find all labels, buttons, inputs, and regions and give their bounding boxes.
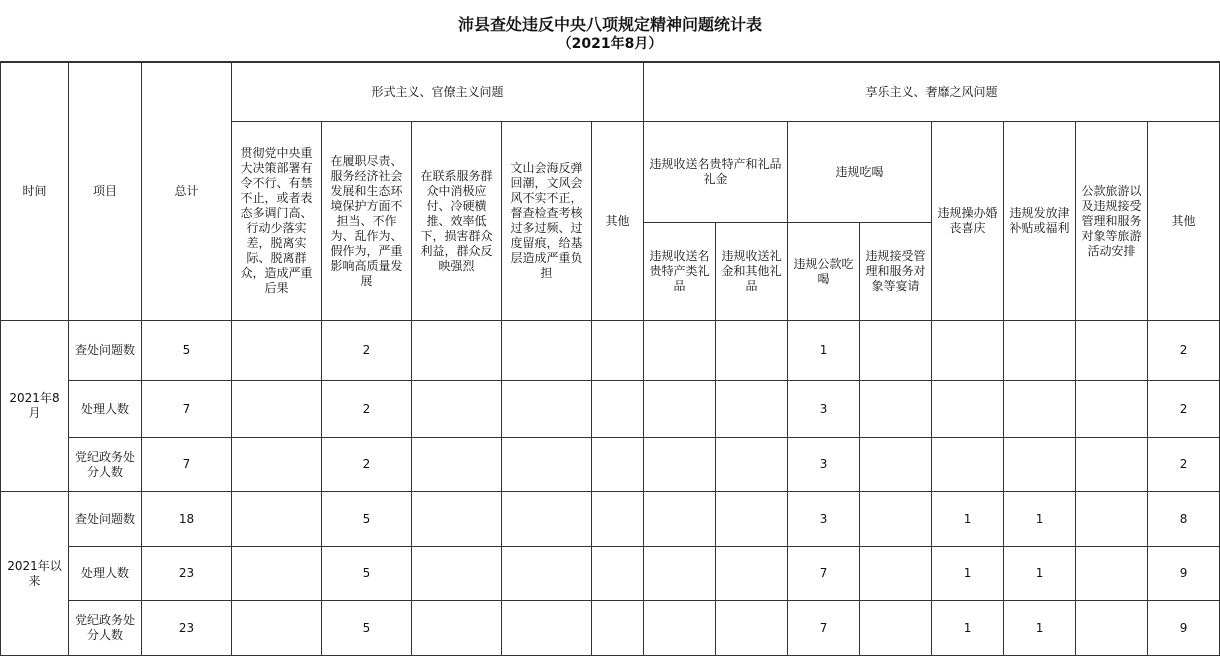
cell-g1: [644, 547, 716, 601]
cell-wedding: 1: [932, 601, 1004, 656]
header-formalism-group: 形式主义、官僚主义问题: [232, 63, 644, 122]
header-dining-group: 违规吃喝: [788, 122, 932, 223]
cell-g2: [716, 438, 788, 492]
cell-f1: [232, 381, 322, 438]
header-formalism-decision: 贯彻党中央重大决策部署有令不行、有禁不止，或者表态多调门高、行动少落实差，脱离实际、脱离群众，造成严重后果: [232, 122, 322, 321]
header-formalism-other: 其他: [592, 122, 644, 321]
cell-total: 23: [142, 547, 232, 601]
cell-subsidy: 1: [1004, 601, 1076, 656]
cell-f5: [592, 381, 644, 438]
cell-subsidy: 1: [1004, 492, 1076, 547]
cell-f2: 2: [322, 321, 412, 381]
cell-d1: 3: [788, 381, 860, 438]
cell-subsidy: [1004, 381, 1076, 438]
cell-f5: [592, 321, 644, 381]
cell-f5: [592, 601, 644, 656]
row-label: 党纪政务处分人数: [69, 601, 142, 656]
header-gift-group: 违规收送名贵特产和礼品礼金: [644, 122, 788, 223]
header-gift-specialty: 违规收送名贵特产类礼品: [644, 223, 716, 321]
header-hedonism-group: 享乐主义、奢靡之风问题: [644, 63, 1220, 122]
cell-d2: [860, 438, 932, 492]
table-title: 沛县查处违反中央八项规定精神问题统计表: [457, 15, 762, 34]
cell-d2: [860, 547, 932, 601]
header-formalism-meetings: 文山会海反弹回潮，文风会风不实不正，督查检查考核过多过频、过度留痕，给基层造成严重负担: [502, 122, 592, 321]
table-row: [1, 547, 1220, 601]
cell-f1: [232, 547, 322, 601]
row-label: 党纪政务处分人数: [69, 438, 142, 492]
table-row: [1, 492, 1220, 547]
row-label: 查处问题数: [69, 321, 142, 381]
cell-f2: 2: [322, 381, 412, 438]
cell-f1: [232, 321, 322, 381]
cell-f1: [232, 438, 322, 492]
cell-g2: [716, 321, 788, 381]
cell-f3: [412, 547, 502, 601]
cell-f2: 5: [322, 547, 412, 601]
cell-wedding: [932, 321, 1004, 381]
cell-other: 8: [1148, 492, 1220, 547]
header-formalism-duty: 在履职尽责、服务经济社会发展和生态环境保护方面不担当、不作为、乱作为、假作为，严重影响高质量发展: [322, 122, 412, 321]
header-wedding: 违规操办婚丧喜庆: [932, 122, 1004, 321]
table-row: [1, 321, 1220, 381]
cell-subsidy: [1004, 321, 1076, 381]
header-item: 项目: [69, 63, 142, 321]
header-subsidy: 违规发放津补贴或福利: [1004, 122, 1076, 321]
cell-f3: [412, 321, 502, 381]
cell-travel: [1076, 438, 1148, 492]
table-row: [1, 381, 1220, 438]
cell-f3: [412, 601, 502, 656]
cell-g1: [644, 321, 716, 381]
cell-g1: [644, 381, 716, 438]
cell-subsidy: [1004, 438, 1076, 492]
cell-total: 7: [142, 381, 232, 438]
cell-g1: [644, 438, 716, 492]
cell-d1: 3: [788, 438, 860, 492]
cell-f4: [502, 492, 592, 547]
cell-other: 2: [1148, 438, 1220, 492]
cell-g1: [644, 601, 716, 656]
cell-f1: [232, 492, 322, 547]
table-row: [1, 601, 1220, 656]
cell-travel: [1076, 601, 1148, 656]
header-hedonism-other: 其他: [1148, 122, 1220, 321]
cell-g2: [716, 601, 788, 656]
title-block: [0, 0, 1220, 62]
cell-total: 23: [142, 601, 232, 656]
cell-g2: [716, 492, 788, 547]
cell-f4: [502, 601, 592, 656]
cell-f1: [232, 601, 322, 656]
header-dining-public: 违规公款吃喝: [788, 223, 860, 321]
cell-total: 5: [142, 321, 232, 381]
cell-f5: [592, 492, 644, 547]
cell-d1: 1: [788, 321, 860, 381]
period-cell: 2021年以来: [1, 492, 69, 656]
cell-subsidy: 1: [1004, 547, 1076, 601]
cell-travel: [1076, 492, 1148, 547]
table-subtitle: （2021年8月）: [557, 36, 663, 52]
period-cell: 2021年8月: [1, 321, 69, 492]
row-label: 处理人数: [69, 547, 142, 601]
cell-d1: 3: [788, 492, 860, 547]
cell-other: 2: [1148, 321, 1220, 381]
cell-f5: [592, 547, 644, 601]
cell-wedding: [932, 381, 1004, 438]
cell-f3: [412, 381, 502, 438]
header-formalism-service: 在联系服务群众中消极应付、冷硬横推、效率低下，损害群众利益，群众反映强烈: [412, 122, 502, 321]
row-label: 查处问题数: [69, 492, 142, 547]
header-travel: 公款旅游以及违规接受管理和服务对象等旅游活动安排: [1076, 122, 1148, 321]
cell-f2: 5: [322, 492, 412, 547]
cell-other: 9: [1148, 547, 1220, 601]
cell-g2: [716, 381, 788, 438]
header-dining-banquet: 违规接受管理和服务对象等宴请: [860, 223, 932, 321]
cell-wedding: 1: [932, 492, 1004, 547]
cell-f2: 5: [322, 601, 412, 656]
cell-d2: [860, 601, 932, 656]
header-total: 总计: [142, 63, 232, 321]
statistics-table: [0, 62, 1220, 656]
header-time: 时间: [1, 63, 69, 321]
cell-d2: [860, 492, 932, 547]
cell-wedding: 1: [932, 547, 1004, 601]
cell-g2: [716, 547, 788, 601]
cell-other: 2: [1148, 381, 1220, 438]
cell-d2: [860, 321, 932, 381]
cell-d2: [860, 381, 932, 438]
cell-f4: [502, 321, 592, 381]
cell-f2: 2: [322, 438, 412, 492]
cell-travel: [1076, 321, 1148, 381]
cell-wedding: [932, 438, 1004, 492]
cell-travel: [1076, 547, 1148, 601]
header-gift-money: 违规收送礼金和其他礼品: [716, 223, 788, 321]
cell-f4: [502, 438, 592, 492]
cell-g1: [644, 492, 716, 547]
cell-travel: [1076, 381, 1148, 438]
table-row: [1, 438, 1220, 492]
cell-d1: 7: [788, 601, 860, 656]
cell-d1: 7: [788, 547, 860, 601]
cell-f4: [502, 381, 592, 438]
row-label: 处理人数: [69, 381, 142, 438]
cell-total: 18: [142, 492, 232, 547]
cell-total: 7: [142, 438, 232, 492]
cell-other: 9: [1148, 601, 1220, 656]
cell-f3: [412, 492, 502, 547]
cell-f4: [502, 547, 592, 601]
cell-f5: [592, 438, 644, 492]
cell-f3: [412, 438, 502, 492]
